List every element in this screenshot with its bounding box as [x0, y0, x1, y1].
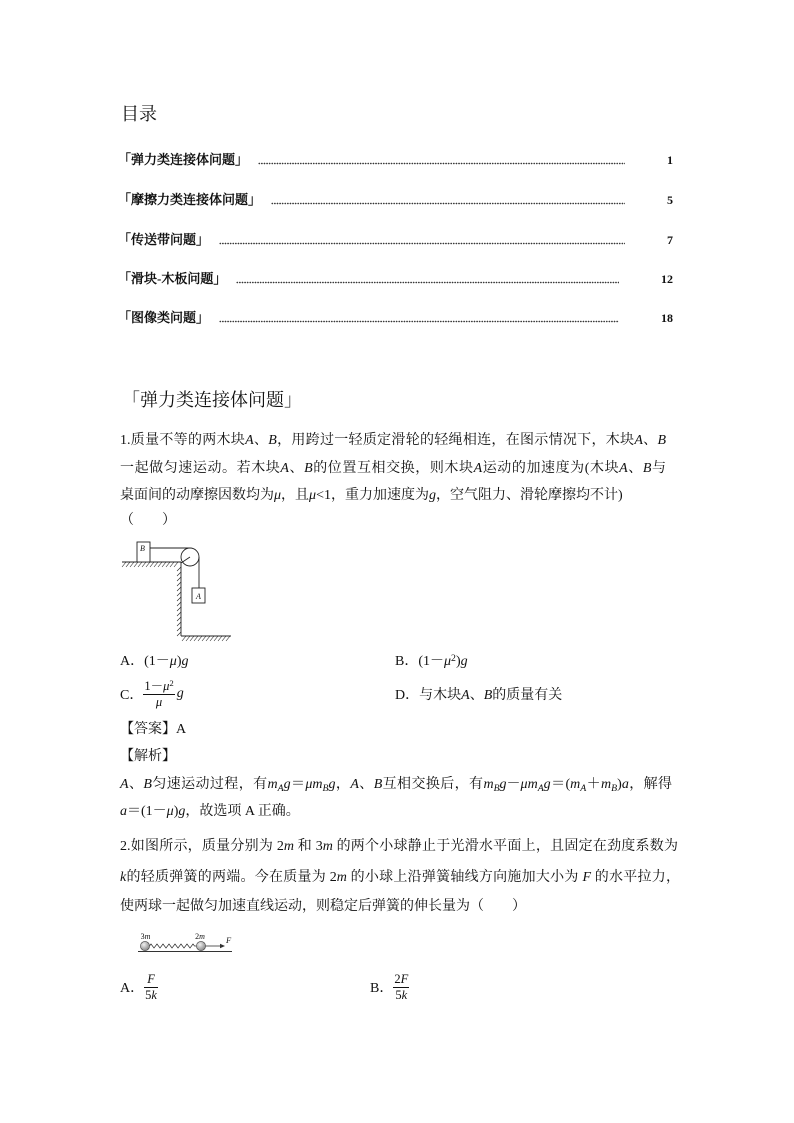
math-variable: μm — [305, 777, 323, 792]
toc-dot-leader — [219, 242, 625, 245]
math-variable: A — [461, 688, 470, 703]
text-run: ) — [455, 654, 461, 669]
math-variable: m — [483, 777, 494, 792]
text-run: ，故选项 A 正确。 — [185, 804, 300, 819]
text-run: 、 — [627, 461, 643, 476]
text-run: 的轻质弹簧的两端。今在质量为 2 — [126, 870, 337, 885]
text-run: 1.质量不等的两木块 — [120, 433, 246, 448]
text-run: ＝( — [550, 777, 571, 792]
analysis-heading: 【解析】 — [120, 749, 176, 764]
subscript: A — [277, 782, 284, 794]
mass-coefficient: 2 — [195, 932, 200, 941]
toc-heading: 目录 — [121, 104, 157, 124]
subscript: A — [580, 782, 587, 794]
text-run: ＝ — [290, 777, 306, 792]
option-label: A． — [120, 654, 145, 669]
toc-dot-leader — [236, 281, 619, 284]
math-variable: μ — [166, 804, 174, 819]
fraction-denominator — [143, 695, 174, 710]
text-run: ) — [176, 654, 182, 669]
math-variable: g — [181, 654, 189, 669]
problem-1-figure — [118, 536, 238, 644]
toc-entry[interactable] — [118, 151, 673, 169]
text-run: 2.如图所示，质量分别为 2 — [120, 839, 284, 854]
problem-1-stem-line — [120, 431, 666, 451]
text-run: ) — [617, 777, 622, 792]
math-variable: μ — [309, 488, 317, 503]
text-run: ，解得 — [628, 777, 673, 792]
toc-entry-title: 「滑块-木板问题」 — [118, 271, 227, 286]
math-variable: F — [400, 971, 409, 986]
text-run: ， — [335, 777, 351, 792]
math-variable: m — [322, 839, 333, 854]
toc-dot-leader — [271, 202, 625, 205]
text-run: 的质量有关 — [492, 688, 563, 703]
text-run: 、 — [469, 688, 484, 703]
superscript: 2 — [451, 652, 456, 664]
block-b-label: B — [140, 544, 145, 553]
fraction-denominator — [393, 988, 409, 1003]
problem-2-stem-line — [120, 897, 526, 917]
subscript: B — [493, 782, 500, 794]
text-run: 2 — [394, 971, 401, 986]
problem-1-stem-line — [120, 459, 666, 479]
options-row — [120, 969, 680, 1005]
option-c — [120, 677, 395, 711]
math-variable: m — [283, 839, 294, 854]
math-variable: μ — [169, 654, 177, 669]
text-run: 、 — [288, 461, 305, 476]
math-variable: A — [634, 433, 643, 448]
math-variable: B — [143, 777, 152, 792]
math-variable: A — [120, 777, 129, 792]
floor-hatching — [182, 636, 230, 641]
toc-entry-title: 「图像类问题」 — [118, 310, 210, 325]
problem-2-stem-line — [120, 868, 680, 888]
option-text-suffix — [177, 686, 184, 702]
math-variable: g — [178, 804, 186, 819]
math-variable: A — [350, 777, 359, 792]
text-run: 、 — [642, 433, 658, 448]
force-arrow-head — [220, 944, 225, 948]
math-variable: A — [619, 461, 628, 476]
text-run: ＋ — [586, 777, 602, 792]
text-run: ＝(1－ — [127, 804, 167, 819]
left-mass-label — [141, 932, 151, 941]
math-variable: k — [401, 987, 408, 1002]
text-run: 桌面间的动摩擦因数均为 — [120, 488, 274, 503]
math-variable: m — [336, 870, 347, 885]
option-a — [120, 969, 370, 1005]
math-variable: μm — [520, 777, 538, 792]
math-variable: B — [373, 777, 383, 792]
text-run: 匀速运动过程，有 — [151, 777, 268, 792]
answer-line: 【答案】A — [120, 722, 187, 737]
superscript: 2 — [169, 677, 174, 688]
text-run: ，用跨过一轻质定滑轮的轻绳相连，在图示情况下，木块 — [276, 433, 635, 448]
text-run: ，且 — [281, 488, 310, 503]
options-row — [120, 650, 680, 670]
option-label: B． — [370, 981, 394, 996]
subscript: A — [537, 782, 544, 794]
toc-dot-leader — [219, 320, 619, 323]
toc-entry-page-number: 5 — [667, 193, 673, 207]
math-variable: B — [642, 461, 652, 476]
fraction-numerator — [143, 679, 174, 695]
math-variable: a — [120, 804, 127, 819]
subscript: B — [611, 782, 618, 794]
math-variable: m — [601, 777, 612, 792]
option-a — [120, 650, 395, 670]
wall-hatching — [177, 567, 181, 636]
text-run: － — [506, 777, 521, 792]
toc-entry-page-number: 18 — [661, 311, 673, 325]
option-label: C． — [120, 688, 144, 703]
math-variable: g — [543, 777, 551, 792]
text-run: 的小球上沿弹簧轴线方向施加大小为 — [346, 870, 583, 885]
options-row — [120, 677, 680, 711]
text-run: 的水平拉力， — [591, 870, 681, 885]
math-variable: m — [570, 777, 581, 792]
fraction — [143, 679, 174, 710]
text-run: ) — [173, 804, 179, 819]
option-d — [395, 677, 562, 711]
math-variable: μ — [155, 694, 163, 709]
problem-1-stem-line — [120, 486, 623, 506]
right-mass-label — [195, 932, 205, 941]
text-run: 一起做匀速运动。若木块 — [120, 461, 281, 476]
text-run: 与木块 — [419, 688, 462, 703]
section-heading: 「弹力类连接体问题」 — [122, 390, 302, 410]
ball-right — [196, 941, 205, 950]
toc-entry-title: 「传送带问题」 — [118, 232, 210, 247]
option-text — [144, 650, 188, 670]
option-b — [370, 969, 411, 1005]
text-run: 5 — [395, 987, 402, 1002]
math-variable: F — [582, 870, 591, 885]
text-run: 、 — [358, 777, 374, 792]
mass-variable: m — [144, 932, 151, 941]
text-run: 运动的加速度为(木块 — [482, 461, 620, 476]
option-label: A． — [120, 981, 145, 996]
text-run: 1－ — [144, 678, 164, 693]
math-variable: k — [151, 987, 157, 1002]
toc-entry-title: 「弹力类连接体问题」 — [118, 152, 249, 167]
math-variable: g — [328, 777, 336, 792]
toc-entry[interactable] — [118, 270, 673, 288]
ball-left — [140, 941, 149, 950]
text-run: <1，重力加速度为 — [316, 488, 429, 503]
fraction-numerator — [393, 972, 409, 988]
table-hatching — [122, 562, 178, 567]
math-variable: A — [280, 461, 289, 476]
mass-variable: m — [199, 932, 205, 941]
text-run: 使两球一起做匀加速直线运动，则稳定后弹簧的伸长量为（ ） — [120, 899, 526, 914]
text-run: ，空气阻力、滑轮摩擦均不计) — [435, 488, 623, 503]
option-text — [418, 650, 467, 670]
force-label: F — [226, 935, 232, 945]
fraction-numerator — [144, 972, 158, 988]
math-variable: A — [473, 461, 483, 476]
text-run: 的两个小球静止于光滑水平面上，且固定在劲度系数为 — [332, 839, 679, 854]
math-variable: g — [176, 686, 184, 701]
math-variable: g — [460, 654, 468, 669]
toc-entry-page-number: 1 — [667, 153, 673, 167]
toc-entry-page-number: 12 — [661, 272, 673, 286]
text-run: (1－ — [418, 654, 445, 669]
math-variable: m — [267, 777, 278, 792]
math-variable: F — [147, 971, 155, 986]
math-variable: B — [483, 688, 493, 703]
spring — [150, 944, 197, 948]
toc-entry[interactable] — [118, 191, 673, 209]
analysis-line — [120, 775, 672, 795]
math-variable: g — [499, 777, 507, 792]
fraction — [393, 972, 409, 1003]
text-run: 、 — [253, 433, 269, 448]
math-variable: μ — [163, 678, 170, 693]
math-variable: B — [304, 461, 313, 476]
text-run: 与 — [651, 461, 667, 476]
math-variable: a — [621, 777, 629, 792]
text-run: 互相交换后，有 — [382, 777, 484, 792]
math-variable: μ — [444, 654, 452, 669]
toc-entry-title: 「摩擦力类连接体问题」 — [118, 192, 262, 207]
block-a-label: A — [196, 592, 201, 601]
math-variable: k — [120, 870, 127, 885]
subscript: B — [322, 782, 329, 794]
math-variable: g — [283, 777, 291, 792]
problem-2-stem-line — [120, 837, 678, 857]
math-variable: B — [268, 433, 277, 448]
math-variable: A — [245, 433, 254, 448]
text-run: 和 3 — [293, 839, 323, 854]
option-text — [419, 684, 562, 704]
option-label: D． — [395, 688, 420, 703]
text-run: （ ） — [120, 513, 176, 528]
text-run: 5 — [145, 987, 152, 1002]
toc-entry-page-number: 7 — [667, 233, 673, 247]
problem-1-answer-blank — [120, 511, 176, 531]
math-variable: μ — [274, 488, 282, 503]
mass-coefficient: 3 — [140, 932, 145, 941]
text-run: (1－ — [144, 654, 170, 669]
text-run: 、 — [128, 777, 144, 792]
fraction-denominator — [144, 988, 158, 1003]
fraction — [144, 972, 158, 1003]
analysis-line — [120, 802, 300, 822]
toc-entry[interactable] — [118, 231, 673, 249]
math-variable: B — [657, 433, 667, 448]
math-variable: g — [428, 488, 436, 503]
text-run: 的位置互相交换，则木块 — [312, 461, 474, 476]
toc-entry[interactable] — [118, 309, 673, 327]
toc-dot-leader — [258, 162, 625, 165]
option-label: B． — [395, 654, 419, 669]
problem-2-figure — [134, 926, 234, 958]
option-b — [395, 650, 468, 670]
